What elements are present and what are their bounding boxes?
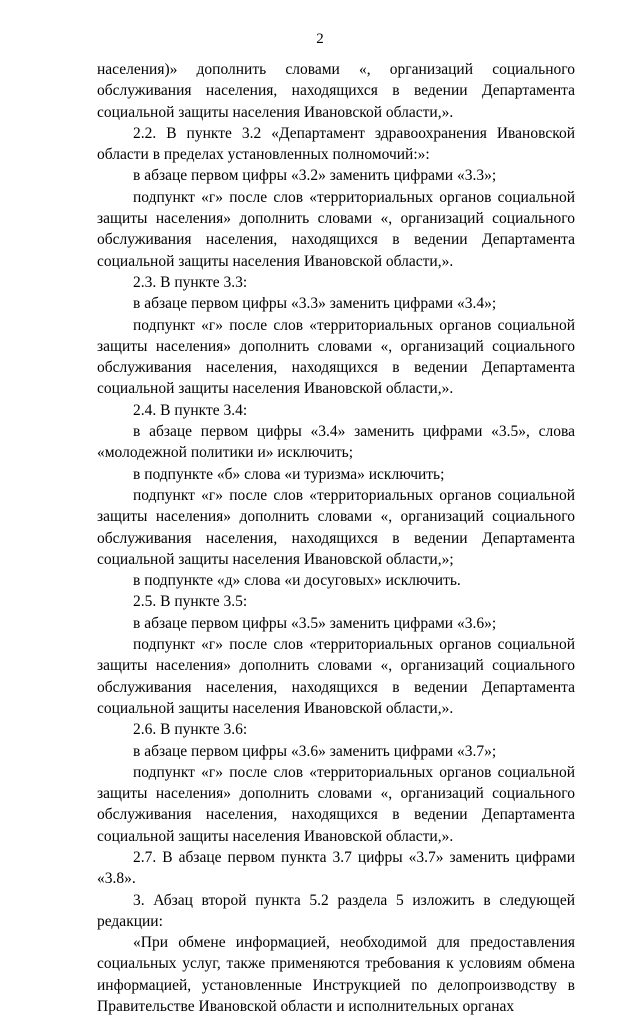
paragraph: в абзаце первом цифры «3.5» заменить цифрами «3.6»; bbox=[133, 614, 497, 632]
paragraph: 2.3. В пункте 3.3: bbox=[133, 273, 248, 291]
paragraph: подпункт «г» после слов «территориальных органов социальной защиты населения» дополнить словами «, организаций социального обслуживания населения, находящихся в ведении Департамента социальной защиты населения Ивановской области,». bbox=[97, 188, 575, 270]
paragraph: «При обмене информацией, необходимой для предоставления социальных услуг, также применяются требования к условиям обмена информацией, установленные Инструкцией по делопроизводству в Правительстве Ивановской области и исполнительных органах bbox=[97, 934, 575, 1016]
paragraph: 2.2. В пункте 3.2 «Департамент здравоохранения Ивановской области в пределах установленных полномочий:»: bbox=[97, 124, 575, 164]
paragraph: населения)» дополнить словами «, организаций социального обслуживания населения, находящихся в ведении Департамента социальной защиты населения Ивановской области,». bbox=[97, 61, 575, 121]
page-number: 2 bbox=[316, 31, 324, 47]
paragraph: в абзаце первом цифры «3.3» заменить цифрами «3.4»; bbox=[133, 295, 497, 313]
paragraph: в подпункте «б» слова «и туризма» исключить; bbox=[133, 465, 445, 483]
paragraph: подпункт «г» после слов «территориальных органов социальной защиты населения» дополнить словами «, организаций социального обслуживания населения, находящихся в ведении Департамента социальной защиты населения Ивановской области,». bbox=[97, 636, 575, 717]
document-body bbox=[97, 59, 575, 1017]
paragraph: в подпункте «д» слова «и досуговых» исключить. bbox=[133, 572, 461, 590]
paragraph: 2.6. В пункте 3.6: bbox=[133, 721, 248, 739]
paragraph: 2.7. В абзаце первом пункта 3.7 цифры «3.7» заменить цифрами «3.8». bbox=[97, 848, 575, 888]
paragraph: подпункт «г» после слов «территориальных органов социальной защиты населения» дополнить словами «, организаций социального обслуживания населения, находящихся в ведении Департамента социальной защиты населения Ивановской области,». bbox=[97, 316, 575, 398]
paragraph: в абзаце первом цифры «3.4» заменить цифрами «3.5», слова «молодежной политики и» исключить; bbox=[97, 423, 575, 462]
paragraph: в абзаце первом цифры «3.6» заменить цифрами «3.7»; bbox=[133, 742, 497, 760]
paragraph: 3. Абзац второй пункта 5.2 раздела 5 изложить в следующей редакции: bbox=[97, 891, 575, 930]
paragraph: в абзаце первом цифры «3.2» заменить цифрами «3.3»; bbox=[133, 167, 497, 185]
paragraph: 2.4. В пункте 3.4: bbox=[133, 401, 248, 419]
paragraph: 2.5. В пункте 3.5: bbox=[133, 593, 248, 611]
paragraph: подпункт «г» после слов «территориальных органов социальной защиты населения» дополнить словами «, организаций социального обслуживания населения, находящихся в ведении Департамента социальной защиты населения Ивановской области,»; bbox=[97, 486, 575, 568]
paragraph: подпункт «г» после слов «территориальных органов социальной защиты населения» дополнить словами «, организаций социального обслуживания населения, находящихся в ведении Департамента социальной защиты населения Ивановской области,». bbox=[97, 763, 575, 845]
